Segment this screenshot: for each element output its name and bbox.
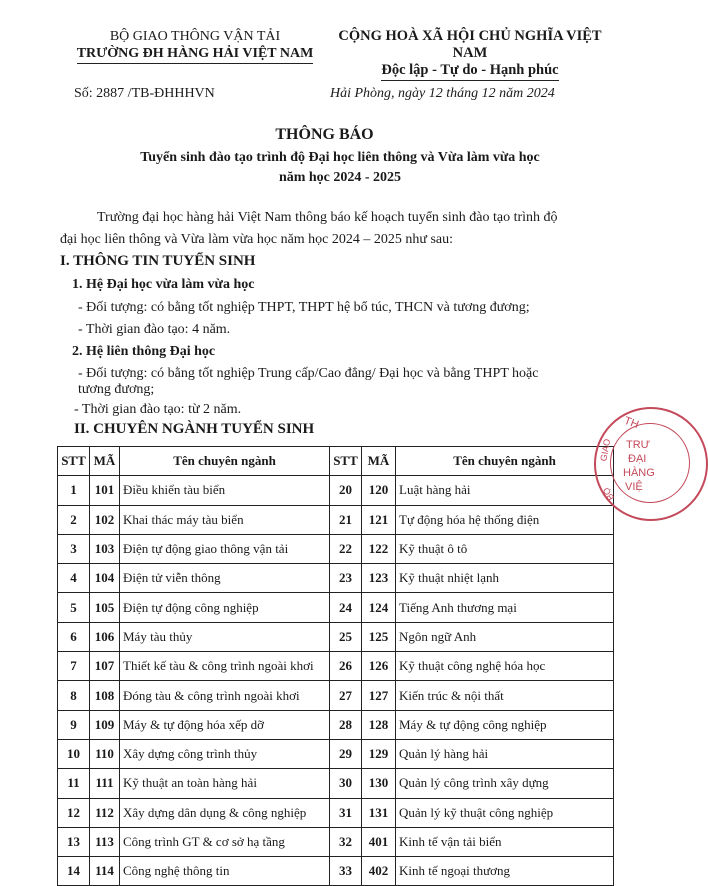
cell-stt: 21	[330, 505, 362, 534]
cell-major-name: Kiến trúc & nội thất	[396, 681, 614, 710]
cell-major-name: Kỹ thuật ô tô	[396, 534, 614, 563]
intro-line2: đại học liên thông và Vừa làm vừa học năm học 2024 – 2025 như sau:	[60, 232, 454, 247]
header-name: Tên chuyên ngành	[120, 447, 330, 476]
header-name: Tên chuyên ngành	[396, 447, 614, 476]
table-row	[58, 505, 614, 534]
cell-code: 105	[90, 593, 120, 622]
cell-code: 107	[90, 652, 120, 681]
cell-major-name: Xây dựng dân dụng & công nghiệp	[120, 798, 330, 827]
sub2-time: - Thời gian đào tạo: từ 2 năm.	[74, 402, 242, 417]
cell-code: 120	[362, 476, 396, 505]
table-row	[58, 769, 614, 798]
cell-major-name: Điện tự động giao thông vận tải	[120, 534, 330, 563]
table-row	[58, 827, 614, 856]
school-name: TRƯỜNG ĐH HÀNG HẢI VIỆT NAM	[77, 45, 314, 64]
cell-code: 131	[362, 798, 396, 827]
seal-arc-text: TH	[622, 414, 641, 432]
cell-major-name: Luật hàng hải	[396, 476, 614, 505]
table-row	[58, 739, 614, 768]
cell-stt: 11	[58, 769, 90, 798]
table-row	[58, 622, 614, 651]
seal-text: TRƯ	[626, 439, 651, 451]
document-number: Số: 2887 /TB-ĐHHHVN	[74, 86, 215, 101]
cell-major-name: Công trình GT & cơ sở hạ tầng	[120, 827, 330, 856]
seal-arc-text: BỘ	[600, 485, 617, 503]
cell-code: 108	[90, 681, 120, 710]
cell-major-name: Máy & tự động công nghiệp	[396, 710, 614, 739]
cell-code: 124	[362, 593, 396, 622]
document-date: Hải Phòng, ngày 12 tháng 12 năm 2024	[330, 86, 555, 101]
cell-major-name: Khai thác máy tàu biển	[120, 505, 330, 534]
cell-major-name: Tự động hóa hệ thống điện	[396, 505, 614, 534]
sub2-target-line2: tương đương;	[78, 382, 155, 397]
cell-major-name: Kỹ thuật an toàn hàng hải	[120, 769, 330, 798]
cell-stt: 6	[58, 622, 90, 651]
cell-code: 122	[362, 534, 396, 563]
sub2-heading: 2. Hệ liên thông Đại học	[72, 344, 216, 359]
cell-stt: 4	[58, 564, 90, 593]
cell-stt: 22	[330, 534, 362, 563]
majors-table	[57, 446, 617, 886]
cell-stt: 23	[330, 564, 362, 593]
cell-major-name: Kinh tế vận tải biển	[396, 827, 614, 856]
cell-major-name: Máy tàu thủy	[120, 622, 330, 651]
table-row	[58, 564, 614, 593]
section1-heading: I. THÔNG TIN TUYỂN SINH	[60, 253, 256, 269]
cell-major-name: Công nghệ thông tin	[120, 857, 330, 886]
cell-major-name: Xây dựng công trình thủy	[120, 739, 330, 768]
section2-heading: II. CHUYÊN NGÀNH TUYỂN SINH	[74, 421, 315, 437]
sub2-target-line1: - Đối tượng: có bằng tốt nghiệp Trung cấp/Cao đẳng/ Đại học và bằng THPT hoặc	[78, 366, 539, 381]
cell-code: 109	[90, 710, 120, 739]
subtitle-line2: năm học 2024 - 2025	[278, 170, 402, 185]
seal-text: VIỆ	[625, 481, 643, 493]
cell-major-name: Đóng tàu & công trình ngoài khơi	[120, 681, 330, 710]
cell-major-name: Kinh tế ngoại thương	[396, 857, 614, 886]
header-ma: MÃ	[90, 447, 120, 476]
cell-code: 130	[362, 769, 396, 798]
cell-stt: 31	[330, 798, 362, 827]
cell-code: 129	[362, 739, 396, 768]
cell-code: 103	[90, 534, 120, 563]
table-row	[58, 857, 614, 886]
ministry-name: BỘ GIAO THÔNG VẬN TẢI	[109, 29, 281, 44]
cell-major-name: Điện tử viễn thông	[120, 564, 330, 593]
cell-code: 111	[90, 769, 120, 798]
header-stt: STT	[58, 447, 90, 476]
intro-line1: Trường đại học hàng hải Việt Nam thông báo kế hoạch tuyển sinh đào tạo trình độ	[97, 210, 558, 225]
cell-stt: 29	[330, 739, 362, 768]
cell-code: 402	[362, 857, 396, 886]
cell-major-name: Tiếng Anh thương mại	[396, 593, 614, 622]
cell-stt: 28	[330, 710, 362, 739]
seal-text: ĐẠI	[628, 453, 647, 465]
country-header	[320, 28, 620, 81]
cell-major-name: Điều khiển tàu biển	[120, 476, 330, 505]
cell-code: 112	[90, 798, 120, 827]
cell-major-name: Kỹ thuật công nghệ hóa học	[396, 652, 614, 681]
motto: Độc lập - Tự do - Hạnh phúc	[381, 62, 558, 81]
cell-major-name: Ngôn ngữ Anh	[396, 622, 614, 651]
cell-stt: 1	[58, 476, 90, 505]
cell-major-name: Quản lý kỹ thuật công nghiệp	[396, 798, 614, 827]
cell-stt: 32	[330, 827, 362, 856]
table-row	[58, 476, 614, 505]
cell-major-name: Máy & tự động hóa xếp dỡ	[120, 710, 330, 739]
cell-code: 127	[362, 681, 396, 710]
table-header-row	[58, 447, 614, 476]
cell-major-name: Kỹ thuật nhiệt lạnh	[396, 564, 614, 593]
cell-stt: 30	[330, 769, 362, 798]
cell-stt: 5	[58, 593, 90, 622]
cell-stt: 25	[330, 622, 362, 651]
cell-code: 110	[90, 739, 120, 768]
cell-major-name: Quản lý hàng hải	[396, 739, 614, 768]
official-seal	[594, 407, 708, 521]
cell-code: 121	[362, 505, 396, 534]
seal-arc-text: GIAO	[598, 438, 613, 462]
header-ma: MÃ	[362, 447, 396, 476]
cell-code: 123	[362, 564, 396, 593]
sub1-time: - Thời gian đào tạo: 4 năm.	[78, 322, 231, 337]
cell-stt: 10	[58, 739, 90, 768]
cell-stt: 24	[330, 593, 362, 622]
cell-stt: 27	[330, 681, 362, 710]
seal-text: HÀNG	[623, 467, 655, 479]
document-title: THÔNG BÁO	[275, 126, 374, 143]
cell-major-name: Quản lý công trình xây dựng	[396, 769, 614, 798]
cell-stt: 3	[58, 534, 90, 563]
cell-stt: 26	[330, 652, 362, 681]
table-row	[58, 534, 614, 563]
ministry-header	[60, 28, 330, 64]
table-row	[58, 652, 614, 681]
table-row	[58, 798, 614, 827]
cell-code: 113	[90, 827, 120, 856]
cell-code: 101	[90, 476, 120, 505]
subtitle-line1: Tuyển sinh đào tạo trình độ Đại học liên thông và Vừa làm vừa học	[140, 150, 540, 165]
cell-stt: 8	[58, 681, 90, 710]
cell-major-name: Điện tự động công nghiệp	[120, 593, 330, 622]
table-row	[58, 593, 614, 622]
cell-stt: 9	[58, 710, 90, 739]
cell-code: 104	[90, 564, 120, 593]
cell-code: 401	[362, 827, 396, 856]
cell-stt: 33	[330, 857, 362, 886]
cell-stt: 13	[58, 827, 90, 856]
cell-code: 125	[362, 622, 396, 651]
cell-stt: 7	[58, 652, 90, 681]
cell-stt: 2	[58, 505, 90, 534]
table-row	[58, 681, 614, 710]
sub1-target: - Đối tượng: có bằng tốt nghiệp THPT, THPT hệ bổ túc, THCN và tương đương;	[78, 300, 530, 315]
table-row	[58, 710, 614, 739]
header-stt: STT	[330, 447, 362, 476]
cell-major-name: Thiết kế tàu & công trình ngoài khơi	[120, 652, 330, 681]
cell-code: 126	[362, 652, 396, 681]
country-name: CỘNG HOÀ XÃ HỘI CHỦ NGHĨA VIỆT NAM	[338, 28, 602, 61]
cell-stt: 14	[58, 857, 90, 886]
cell-code: 106	[90, 622, 120, 651]
sub1-heading: 1. Hệ Đại học vừa làm vừa học	[72, 277, 255, 292]
cell-code: 128	[362, 710, 396, 739]
cell-code: 102	[90, 505, 120, 534]
document-subtitle	[60, 148, 620, 188]
cell-stt: 20	[330, 476, 362, 505]
cell-code: 114	[90, 857, 120, 886]
cell-stt: 12	[58, 798, 90, 827]
